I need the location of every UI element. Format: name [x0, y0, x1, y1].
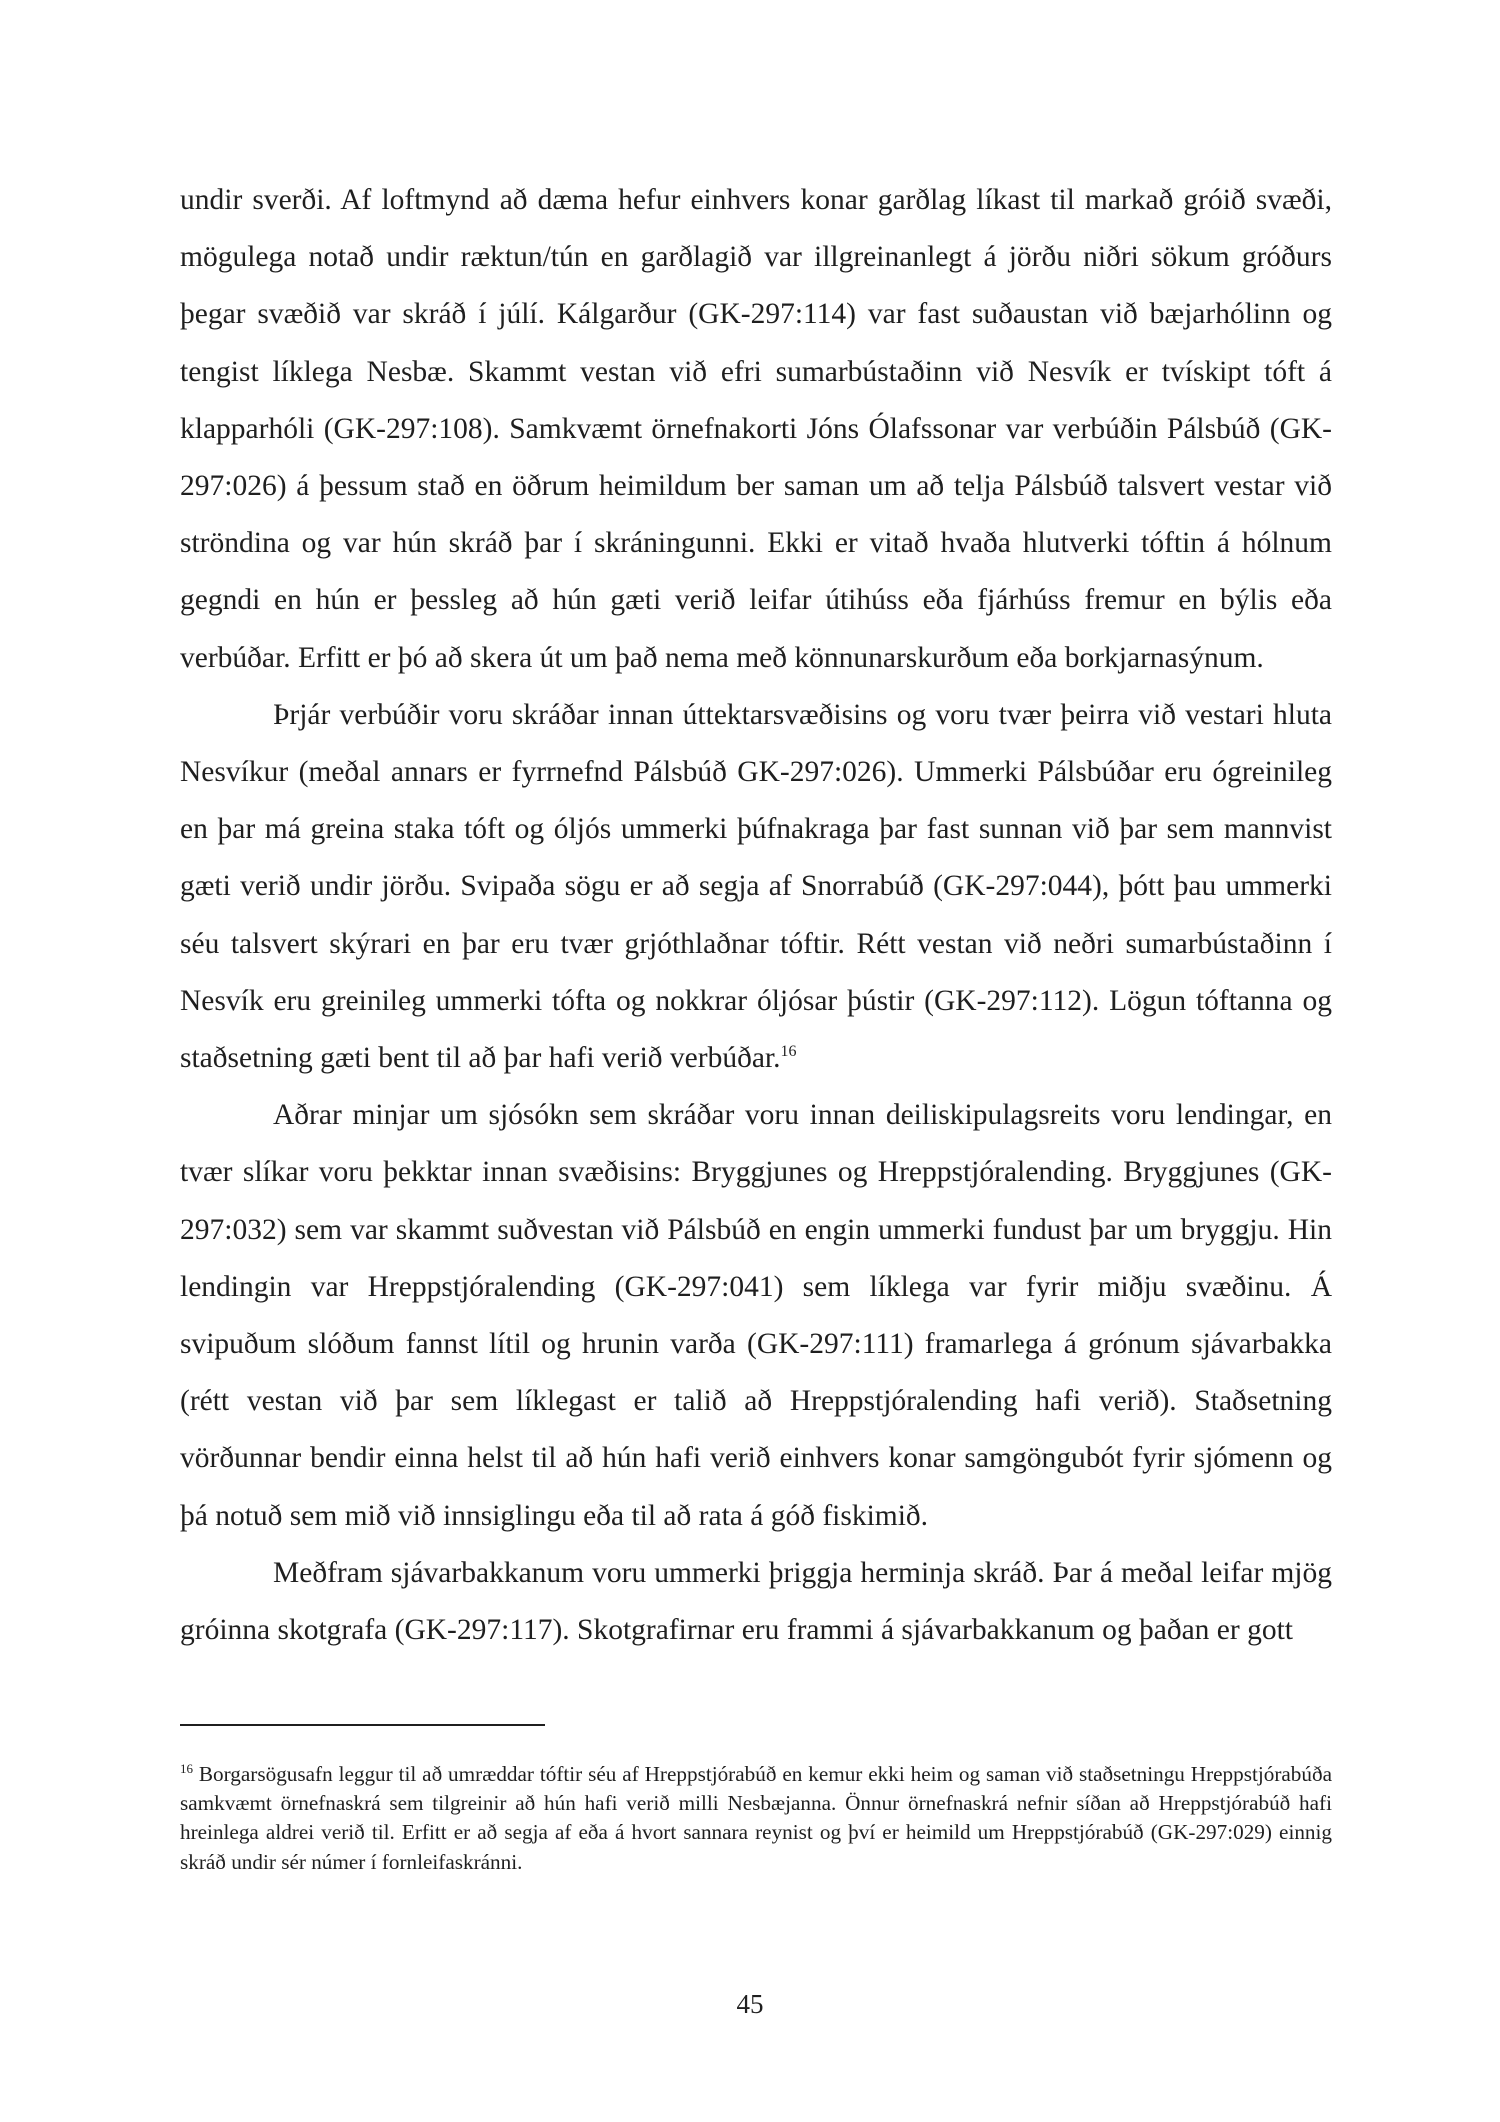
paragraph-2-text: Þrjár verbúðir voru skráðar innan úttektarsvæðisins og voru tvær þeirra við vestari hluta Nesvíkur (meðal annars er fyrrnefnd Pálsbúð GK-297:026). Ummerki Pálsbúðar eru ógreinileg en þar má greina staka tóft og óljós ummerki þúfnakraga þar fast sunnan við þar sem mannvist gæti verið undir jörðu. Svipaða sögu er að segja af Snorrabúð (GK-297:044), þótt þau ummerki séu talsvert skýrari en þar eru tvær grjóthlaðnar tóftir. Rétt vestan við neðri sumarbústaðinn í Nesvík eru greinileg ummerki tófta og nokkrar óljósar þústir (GK-297:112). Lögun tóftanna og staðsetning gæti bent til að þar hafi verið verbúðar. — [180, 698, 1332, 1075]
paragraph-1: undir sverði. Af loftmynd að dæma hefur einhvers konar garðlag líkast til markað gróið svæði, mögulega notað undir ræktun/tún en garðlagið var illgreinanlegt á jörðu niðri sökum gróðurs þegar svæðið var skráð í júlí. Kálgarður (GK-297:114) var fast suðaustan við bæjarhólinn og tengist líklega Nesbæ. Skammt vestan við efri sumarbústaðinn við Nesvík er tvískipt tóft á klapparhóli (GK-297:108). Samkvæmt örnefnakorti Jóns Ólafssonar var verbúðin Pálsbúð (GK-297:026) á þessum stað en öðrum heimildum ber saman um að telja Pálsbúð talsvert vestar við ströndina og var hún skráð þar í skráningunni. Ekki er vitað hvaða hlutverki tóftin á hólnum gegndi en hún er þessleg að hún gæti verið leifar útihúss eða fjárhúss fremur en býlis eða verbúðar. Erfitt er þó að skera út um það nema með könnunarskurðum eða borkjarnasýnum. — [180, 184, 1332, 674]
paragraph-4: Meðfram sjávarbakkanum voru ummerki þriggja herminja skráð. Þar á meðal leifar mjög gróinna skotgrafa (GK-297:117). Skotgrafirnar eru frammi á sjávarbakkanum og þaðan er gott — [180, 1556, 1332, 1647]
footnote-number: 16 — [180, 1760, 193, 1776]
footnote-reference[interactable]: 16 — [780, 1043, 797, 1061]
body-text — [180, 172, 1332, 1659]
footnote-16 — [180, 1760, 1332, 1877]
footnote-divider — [180, 1724, 545, 1726]
footnotes — [180, 1760, 1332, 1877]
paragraph-2 — [180, 687, 1332, 1087]
page-number: 45 — [736, 1989, 764, 2019]
paragraph-3: Aðrar minjar um sjósókn sem skráðar voru innan deiliskipulagsreits voru lendingar, en tvær slíkar voru þekktar innan svæðisins: Bryggjunes og Hreppstjóralending. Bryggjunes (GK-297:032) sem var skammt suðvestan við Pálsbúð en engin ummerki fundust þar um bryggju. Hin lendingin var Hreppstjóralending (GK-297:041) sem líklega var fyrir miðju svæðinu. Á svipuðum slóðum fannst lítil og hrunin varða (GK-297:111) framarlega á grónum sjávarbakka (rétt vestan við þar sem líklegast er talið að Hreppstjóralending hafi verið). Staðsetning vörðunnar bendir einna helst til að hún hafi verið einhvers konar samgöngubót fyrir sjómenn og þá notuð sem mið við innsiglingu eða til að rata á góð fiskimið. — [180, 1099, 1332, 1532]
footnote-text: Borgarsögusafn leggur til að umræddar tóftir séu af Hreppstjórabúð en kemur ekki heim og saman við staðsetningu Hreppstjórabúða samkvæmt örnefnaskrá sem tilgreinir að hún hafi verið milli Nesbæjanna. Önnur örnefnaskrá nefnir síðan að Hreppstjórabúð hafi hreinlega aldrei verið til. Erfitt er að segja af eða á hvort sannara reynist og því er heimild um Hreppstjórabúð (GK-297:029) einnig skráð undir sér númer í fornleifaskránni. — [180, 1762, 1332, 1874]
